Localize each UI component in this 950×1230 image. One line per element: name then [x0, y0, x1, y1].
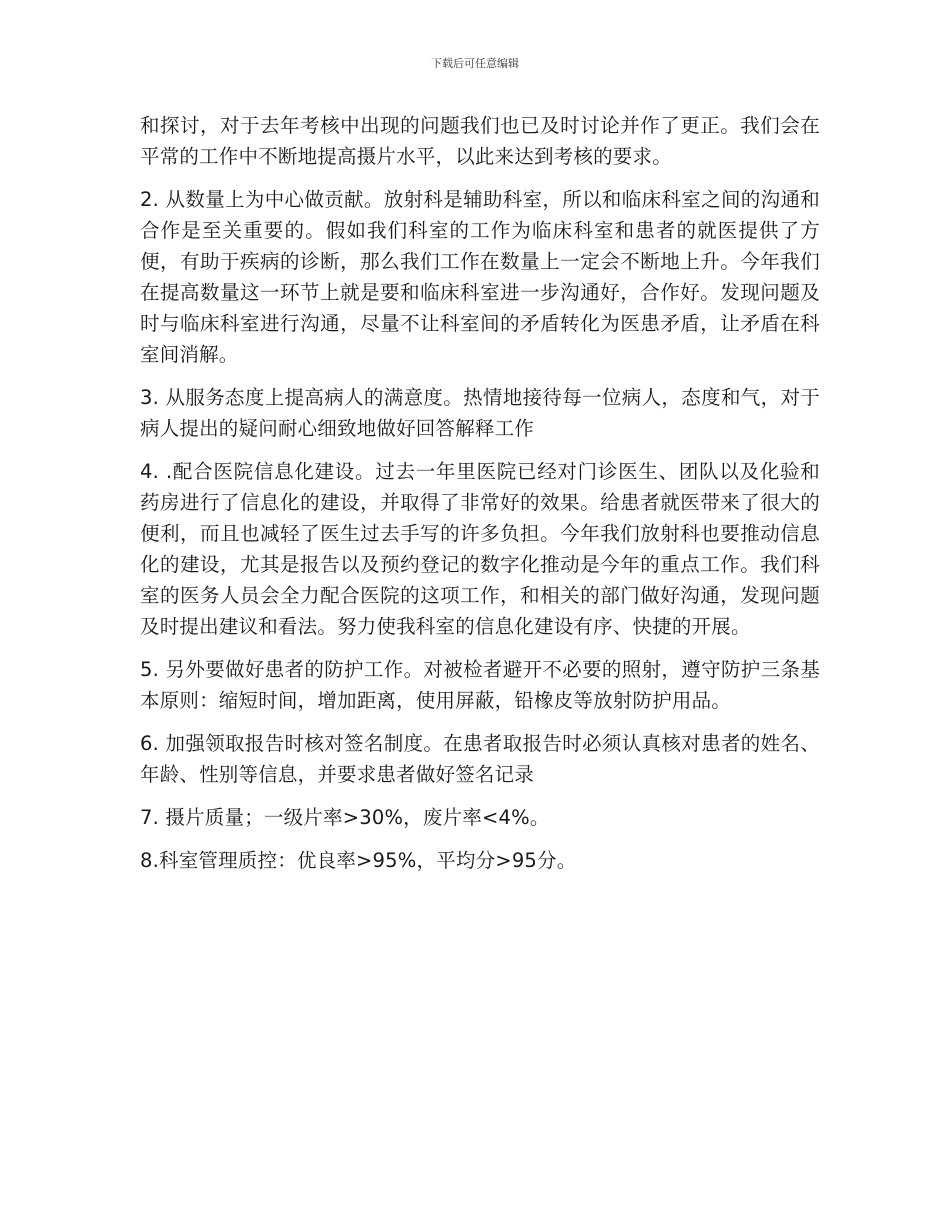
paragraph-item-2: 2. 从数量上为中心做贡献。放射科是辅助科室，所以和临床科室之间的沟通和合作是至关重要的。假如我们科室的工作为临床科室和患者的就医提供了方便，有助于疾病的诊断，那么我们工作在数量上一定会不断地上升。今年我们在提高数量这一环节上就是要和临床科室进一步沟通好，合作好。发现问题及时与临床科室进行沟通，尽量不让科室间的矛盾转化为医患矛盾，让矛盾在科室间消解。	[140, 188, 820, 366]
paragraph-item-5: 5. 另外要做好患者的防护工作。对被检者避开不必要的照射，遵守防护三条基本原则：缩短时间，增加距离，使用屏蔽，铅橡皮等放射防护用品。	[140, 658, 820, 712]
document-body	[140, 110, 820, 888]
paragraph-intro: 和探讨，对于去年考核中出现的问题我们也已及时讨论并作了更正。我们会在平常的工作中不断地提高摄片水平，以此来达到考核的要求。	[140, 114, 820, 168]
paragraph-item-7: 7. 摄片质量；一级片率>30%，废片率<4%。	[140, 806, 550, 829]
paragraph-item-3: 3. 从服务态度上提高病人的满意度。热情地接待每一位病人，态度和气，对于病人提出的疑问耐心细致地做好回答解释工作	[140, 386, 820, 440]
paragraph-item-8: 8.科室管理质控：优良率>95%，平均分>95分。	[140, 849, 577, 872]
paragraph-item-6: 6. 加强领取报告时核对签名制度。在患者取报告时必须认真核对患者的姓名、年龄、性别等信息，并要求患者做好签名记录	[140, 732, 820, 786]
page-header: 下载后可任意编辑	[431, 57, 519, 70]
paragraph-item-4: 4. .配合医院信息化建设。过去一年里医院已经对门诊医生、团队以及化验和药房进行了信息化的建设，并取得了非常好的效果。给患者就医带来了很大的便利，而且也减轻了医生过去手写的许多负担。今年我们放射科也要推动信息化的建设，尤其是报告以及预约登记的数字化推动是今年的重点工作。我们科室的医务人员会全力配合医院的这项工作，和相关的部门做好沟通，发现问题及时提出建议和看法。努力使我科室的信息化建设有序、快捷的开展。	[140, 460, 820, 638]
